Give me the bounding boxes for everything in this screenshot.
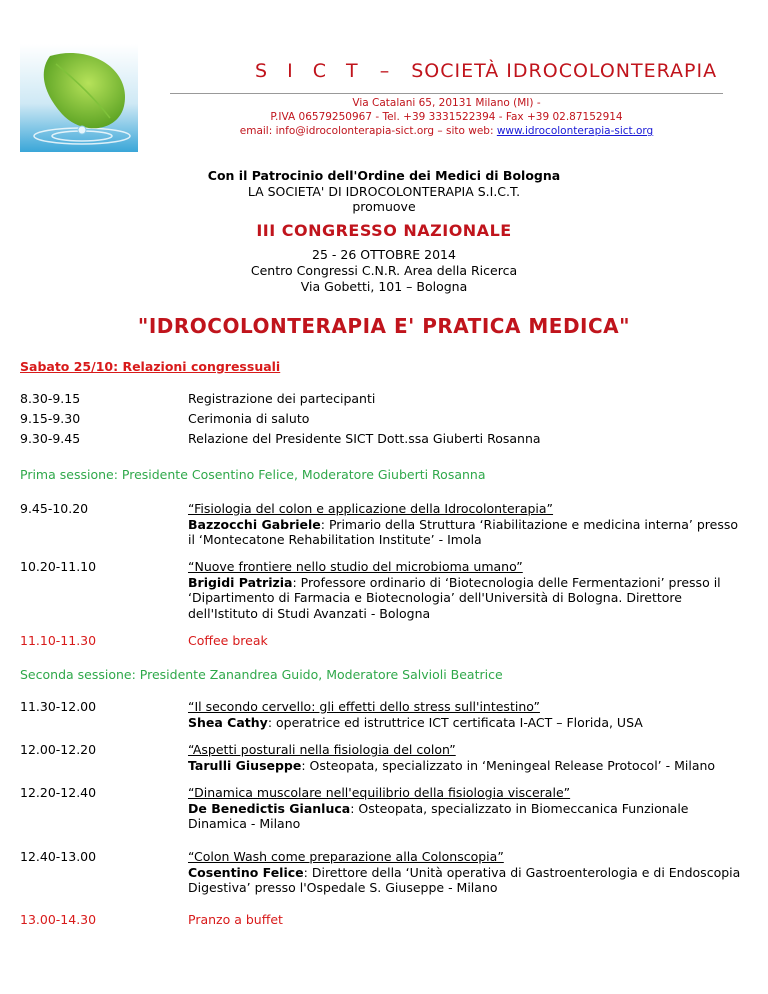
speaker-name: Cosentino Felice xyxy=(188,864,304,880)
talk-title: “Aspetti posturali nella fisiologia del colon” xyxy=(188,742,456,757)
patronage: Con il Patrocinio dell'Ordine dei Medici di Bologna xyxy=(207,168,561,183)
talk-entry xyxy=(188,785,748,832)
day-heading: Sabato 25/10: Relazioni congressuali xyxy=(20,359,281,374)
congress-dates: 25 - 26 OTTOBRE 2014 xyxy=(312,247,456,262)
speaker-name: De Benedictis Gianluca xyxy=(188,800,351,816)
header-divider xyxy=(170,93,723,94)
congress-title: III CONGRESSO NAZIONALE xyxy=(256,221,512,240)
address-line: Via Catalani 65, 20131 Milano (MI) - xyxy=(352,97,541,109)
talk-entry xyxy=(188,849,748,896)
opening-time: 9.15-9.30 xyxy=(20,411,81,426)
talk-title: “Fisiologia del colon e applicazione della Idrocolonterapia” xyxy=(188,501,554,516)
break-time: 11.10-11.30 xyxy=(20,633,97,648)
talk-title: “Il secondo cervello: gli effetti dello stress sull'intestino” xyxy=(188,699,540,714)
opening-item: Cerimonia di saluto xyxy=(188,411,310,426)
title-dash: – xyxy=(379,60,391,82)
society-line: LA SOCIETA' DI IDROCOLONTERAPIA S.I.C.T. xyxy=(247,184,521,199)
talk-title: “Nuove frontiere nello studio del microbioma umano” xyxy=(188,559,523,574)
promotes-line: promuove xyxy=(352,199,416,214)
website-link[interactable]: www.idrocolonterapia-sict.org xyxy=(496,125,654,137)
opening-time: 9.30-9.45 xyxy=(20,431,81,446)
venue: Centro Congressi C.N.R. Area della Ricerca xyxy=(250,263,518,278)
speaker-description: : Osteopata, specializzato in ‘Meningeal Release Protocol’ - Milano xyxy=(301,757,716,773)
break-time: 13.00-14.30 xyxy=(20,912,97,927)
society-acronym: S I C T xyxy=(255,60,365,82)
opening-time: 8.30-9.15 xyxy=(20,391,81,406)
session-heading: Seconda sessione: Presidente Zanandrea Guido, Moderatore Salvioli Beatrice xyxy=(20,667,503,682)
contact-line xyxy=(170,124,723,138)
speaker-description: : operatrice ed istruttrice ICT certificata I-ACT – Florida, USA xyxy=(267,714,643,730)
speaker-name: Brigidi Patrizia xyxy=(188,574,293,590)
society-name: SOCIETÀ IDROCOLONTERAPIA xyxy=(411,60,718,82)
talk-time: 12.40-13.00 xyxy=(20,849,97,864)
talk-time: 12.00-12.20 xyxy=(20,742,97,757)
talk-time: 12.20-12.40 xyxy=(20,785,97,800)
talk-time: 11.30-12.00 xyxy=(20,699,97,714)
talk-title: “Colon Wash come preparazione alla Colonscopia” xyxy=(188,849,504,864)
speaker-description: : Professore ordinario di ‘Biotecnologia delle Fermentazioni’ presso il ‘Dipartimento di Farmacia e Biotecnologia’ dell'Università di Bologna. Direttore dell'Istituto di Studi Avanzati - Bologna xyxy=(188,574,721,621)
break-label: Pranzo a buffet xyxy=(188,912,283,927)
session-heading: Prima sessione: Presidente Cosentino Felice, Moderatore Giuberti Rosanna xyxy=(20,467,486,482)
vat-phone-line: P.IVA 06579250967 - Tel. +39 3331522394 - Fax +39 02.87152914 xyxy=(270,111,623,123)
talk-entry xyxy=(188,699,748,730)
talk-entry xyxy=(188,559,748,621)
talk-title: “Dinamica muscolare nell'equilibrio della fisiologia viscerale” xyxy=(188,785,571,800)
speaker-description: : Direttore della ‘Unità operativa di Gastroenterologia e di Endoscopia Digestiva’ presso l'Ospedale S. Giuseppe - Milano xyxy=(188,864,741,895)
talk-entry xyxy=(188,501,748,548)
speaker-name: Shea Cathy xyxy=(188,714,268,730)
society-title xyxy=(255,60,717,82)
speaker-description: : Primario della Struttura ‘Riabilitazione e medicina interna’ presso il ‘Montecatone Rehabilitation Institute’ - Imola xyxy=(188,516,738,547)
email-text: email: info@idrocolonterapia-sict.org – sito web: xyxy=(239,125,497,137)
opening-item: Registrazione dei partecipanti xyxy=(188,391,376,406)
talk-entry xyxy=(188,742,748,773)
talk-time: 10.20-11.10 xyxy=(20,559,97,574)
speaker-name: Bazzocchi Gabriele xyxy=(188,516,321,532)
break-label: Coffee break xyxy=(188,633,268,648)
speaker-description: : Osteopata, specializzato in Biomeccanica Funzionale Dinamica - Milano xyxy=(188,800,689,831)
venue-street: Via Gobetti, 101 – Bologna xyxy=(300,279,468,294)
talk-time: 9.45-10.20 xyxy=(20,501,89,516)
opening-item: Relazione del Presidente SICT Dott.ssa Giuberti Rosanna xyxy=(188,431,541,446)
main-title: "IDROCOLONTERAPIA E' PRATICA MEDICA" xyxy=(137,314,631,338)
logo xyxy=(20,44,138,152)
speaker-name: Tarulli Giuseppe xyxy=(188,757,302,773)
